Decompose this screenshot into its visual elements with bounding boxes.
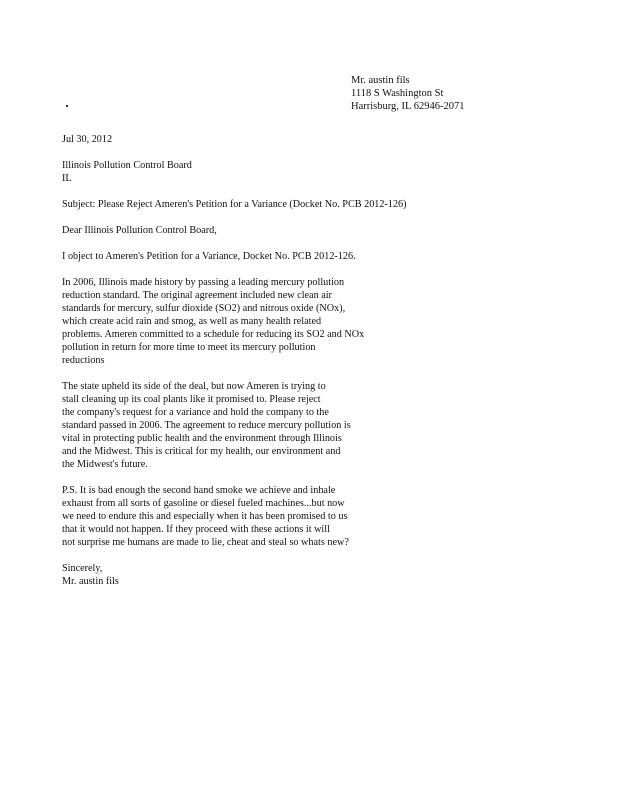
paragraph-line: standard passed in 2006. The agreement to reduce mercury pollution is — [62, 420, 351, 431]
sender-street: 1118 S Washington St — [351, 88, 444, 99]
paragraph-line: problems. Ameren committed to a schedule for reducing its SO2 and NOx — [62, 329, 365, 340]
paragraph-line: I object to Ameren's Petition for a Variance, Docket No. PCB 2012-126. — [62, 251, 356, 262]
paragraph-postscript — [62, 484, 422, 549]
letter-date: Jul 30, 2012 — [62, 134, 113, 145]
paragraph-objection — [62, 250, 422, 263]
paragraph-line: pollution in return for more time to meet its mercury pollution — [62, 342, 316, 353]
sender-name: Mr. austin fils — [351, 75, 410, 86]
paragraph-line: which create acid rain and smog, as well as many health related — [62, 316, 322, 327]
letter-subject: Subject: Please Reject Ameren's Petition for a Variance (Docket No. PCB 2012-126) — [62, 199, 407, 210]
recipient-org: Illinois Pollution Control Board — [62, 160, 192, 171]
paragraph-history — [62, 276, 422, 367]
paragraph-line: not surprise me humans are made to lie, cheat and steal so whats new? — [62, 537, 349, 548]
paragraph-line: reductions — [62, 355, 105, 366]
paragraph-line: In 2006, Illinois made history by passing a leading mercury pollution — [62, 277, 345, 288]
letter-salutation: Dear Illinois Pollution Control Board, — [62, 225, 217, 236]
paragraph-line: P.S. It is bad enough the second hand smoke we achieve and inhale — [62, 485, 336, 496]
scan-speck — [66, 105, 68, 107]
paragraph-line: reduction standard. The original agreement included new clean air — [62, 290, 332, 301]
sender-city-state-zip: Harrisburg, IL 62946-2071 — [351, 101, 465, 112]
paragraph-line: that it would not happen. If they proceed with these actions it will — [62, 524, 330, 535]
sender-address-block — [351, 74, 591, 113]
paragraph-line: we need to endure this and especially when it has been promised to us — [62, 511, 348, 522]
paragraph-line: stall cleaning up its coal plants like it promised to. Please reject — [62, 394, 321, 405]
paragraph-line: exhaust from all sorts of gasoline or diesel fueled machines...but now — [62, 498, 345, 509]
letter-body — [62, 133, 422, 588]
paragraph-request — [62, 380, 422, 471]
paragraph-line: and the Midwest. This is critical for my health, our environment and — [62, 446, 341, 457]
paragraph-line: vital in protecting public health and the environment through Illinois — [62, 433, 342, 444]
paragraph-line: standards for mercury, sulfur dioxide (SO2) and nitrous oxide (NOx), — [62, 303, 346, 314]
paragraph-line: The state upheld its side of the deal, but now Ameren is trying to — [62, 381, 326, 392]
letter-signature: Mr. austin fils — [62, 576, 119, 587]
recipient-state: IL — [62, 173, 72, 184]
paragraph-line: the Midwest's future. — [62, 459, 148, 470]
letter-closing: Sincerely, — [62, 563, 103, 574]
paragraph-line: the company's request for a variance and hold the company to the — [62, 407, 329, 418]
